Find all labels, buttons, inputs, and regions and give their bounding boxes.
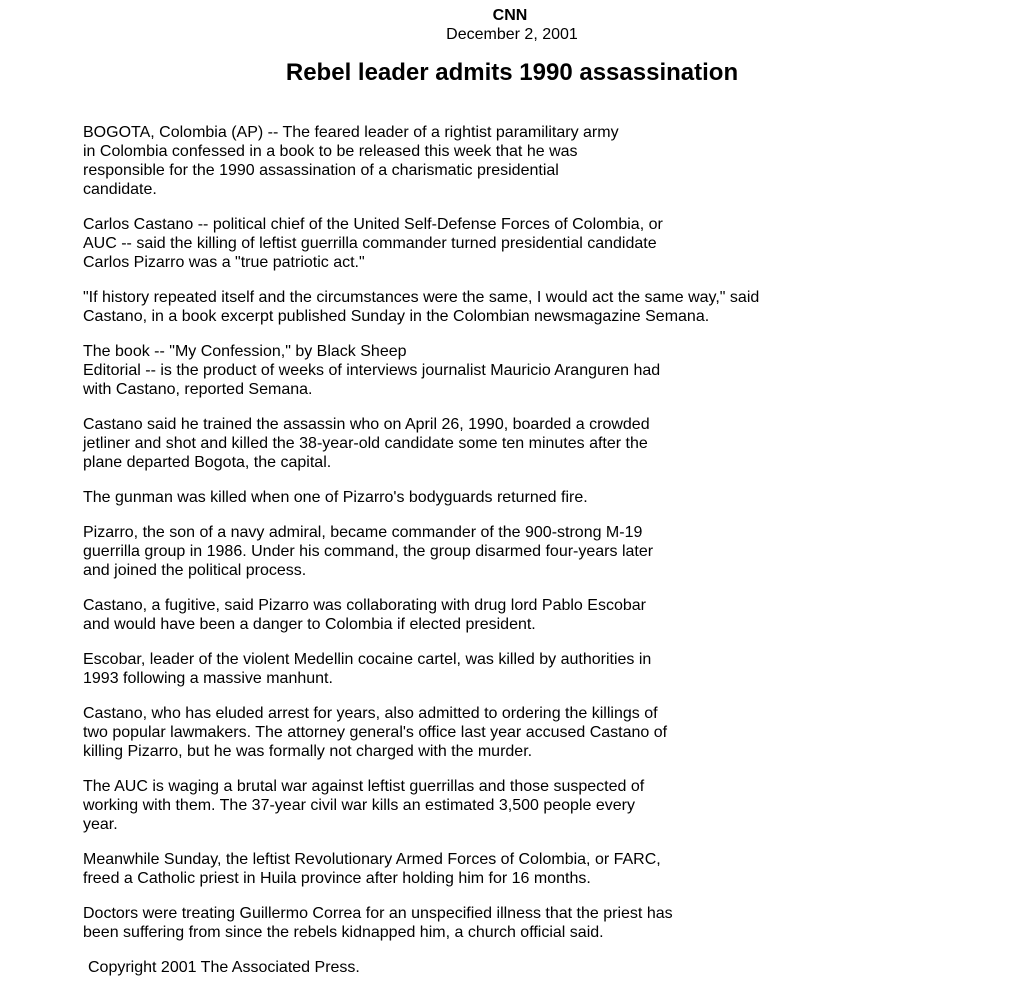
paragraph-line: responsible for the 1990 assassination of a charismatic presidential — [83, 162, 559, 179]
copyright-notice: Copyright 2001 The Associated Press. — [88, 959, 360, 976]
paragraph-line: and joined the political process. — [83, 562, 307, 579]
paragraph-line: killing Pizarro, but he was formally not charged with the murder. — [83, 743, 533, 760]
paragraph-line: in Colombia confessed in a book to be released this week that he was — [83, 143, 578, 160]
paragraph-line: Meanwhile Sunday, the leftist Revolutionary Armed Forces of Colombia, or FARC, — [83, 851, 661, 868]
article-paragraph — [83, 777, 783, 834]
article-paragraph — [83, 123, 783, 199]
publication-date: December 2, 2001 — [446, 26, 578, 43]
article-paragraphs — [83, 123, 783, 942]
article-body — [83, 123, 783, 977]
paragraph-line: been suffering from since the rebels kidnapped him, a church official said. — [83, 924, 604, 941]
paragraph-line: Doctors were treating Guillermo Correa for an unspecified illness that the priest has — [83, 905, 673, 922]
article-paragraph — [83, 596, 783, 634]
paragraph-line: The book -- "My Confession," by Black Sheep — [83, 343, 407, 360]
paragraph-line: with Castano, reported Semana. — [83, 381, 313, 398]
paragraph-line: freed a Catholic priest in Huila province after holding him for 16 months. — [83, 870, 591, 887]
paragraph-line: and would have been a danger to Colombia if elected president. — [83, 616, 536, 633]
article-paragraph — [83, 850, 783, 888]
paragraph-line: "If history repeated itself and the circumstances were the same, I would act the same way," said — [83, 289, 760, 306]
paragraph-line: Editorial -- is the product of weeks of interviews journalist Mauricio Aranguren had — [83, 362, 661, 379]
paragraph-line: Castano, a fugitive, said Pizarro was collaborating with drug lord Pablo Escobar — [83, 597, 646, 614]
paragraph-line: The gunman was killed when one of Pizarro's bodyguards returned fire. — [83, 489, 588, 506]
paragraph-line: candidate. — [83, 181, 157, 198]
article-paragraph — [83, 704, 783, 761]
paragraph-line: AUC -- said the killing of leftist guerrilla commander turned presidential candidate — [83, 235, 657, 252]
article-paragraph — [83, 288, 783, 326]
paragraph-line: jetliner and shot and killed the 38-year-old candidate some ten minutes after the — [83, 435, 648, 452]
paragraph-line: two popular lawmakers. The attorney general's office last year accused Castano of — [83, 724, 668, 741]
paragraph-line: Carlos Castano -- political chief of the United Self-Defense Forces of Colombia, or — [83, 216, 663, 233]
paragraph-line: working with them. The 37-year civil war kills an estimated 3,500 people every — [83, 797, 635, 814]
paragraph-line: plane departed Bogota, the capital. — [83, 454, 332, 471]
paragraph-line: The AUC is waging a brutal war against leftist guerrillas and those suspected of — [83, 778, 645, 795]
article-paragraph — [83, 523, 783, 580]
article-paragraph — [83, 215, 783, 272]
paragraph-line: Castano said he trained the assassin who on April 26, 1990, boarded a crowded — [83, 416, 650, 433]
paragraph-line: guerrilla group in 1986. Under his command, the group disarmed four-years later — [83, 543, 654, 560]
headline: Rebel leader admits 1990 assassination — [285, 59, 739, 86]
article-paragraph — [83, 904, 783, 942]
article-paragraph — [83, 415, 783, 472]
source-name: CNN — [492, 7, 528, 24]
paragraph-line: BOGOTA, Colombia (AP) -- The feared leader of a rightist paramilitary army — [83, 124, 619, 141]
paragraph-line: Pizarro, the son of a navy admiral, became commander of the 900-strong M-19 — [83, 524, 643, 541]
paragraph-line: Carlos Pizarro was a "true patriotic act." — [83, 254, 365, 271]
article-paragraph — [83, 488, 783, 507]
paragraph-line: Castano, in a book excerpt published Sunday in the Colombian newsmagazine Semana. — [83, 308, 710, 325]
article-paragraph — [83, 650, 783, 688]
article-paragraph — [83, 342, 783, 399]
paragraph-line: 1993 following a massive manhunt. — [83, 670, 333, 687]
paragraph-line: year. — [83, 816, 118, 833]
paragraph-line: Castano, who has eluded arrest for years, also admitted to ordering the killings of — [83, 705, 658, 722]
paragraph-line: Escobar, leader of the violent Medellin cocaine cartel, was killed by authorities in — [83, 651, 652, 668]
